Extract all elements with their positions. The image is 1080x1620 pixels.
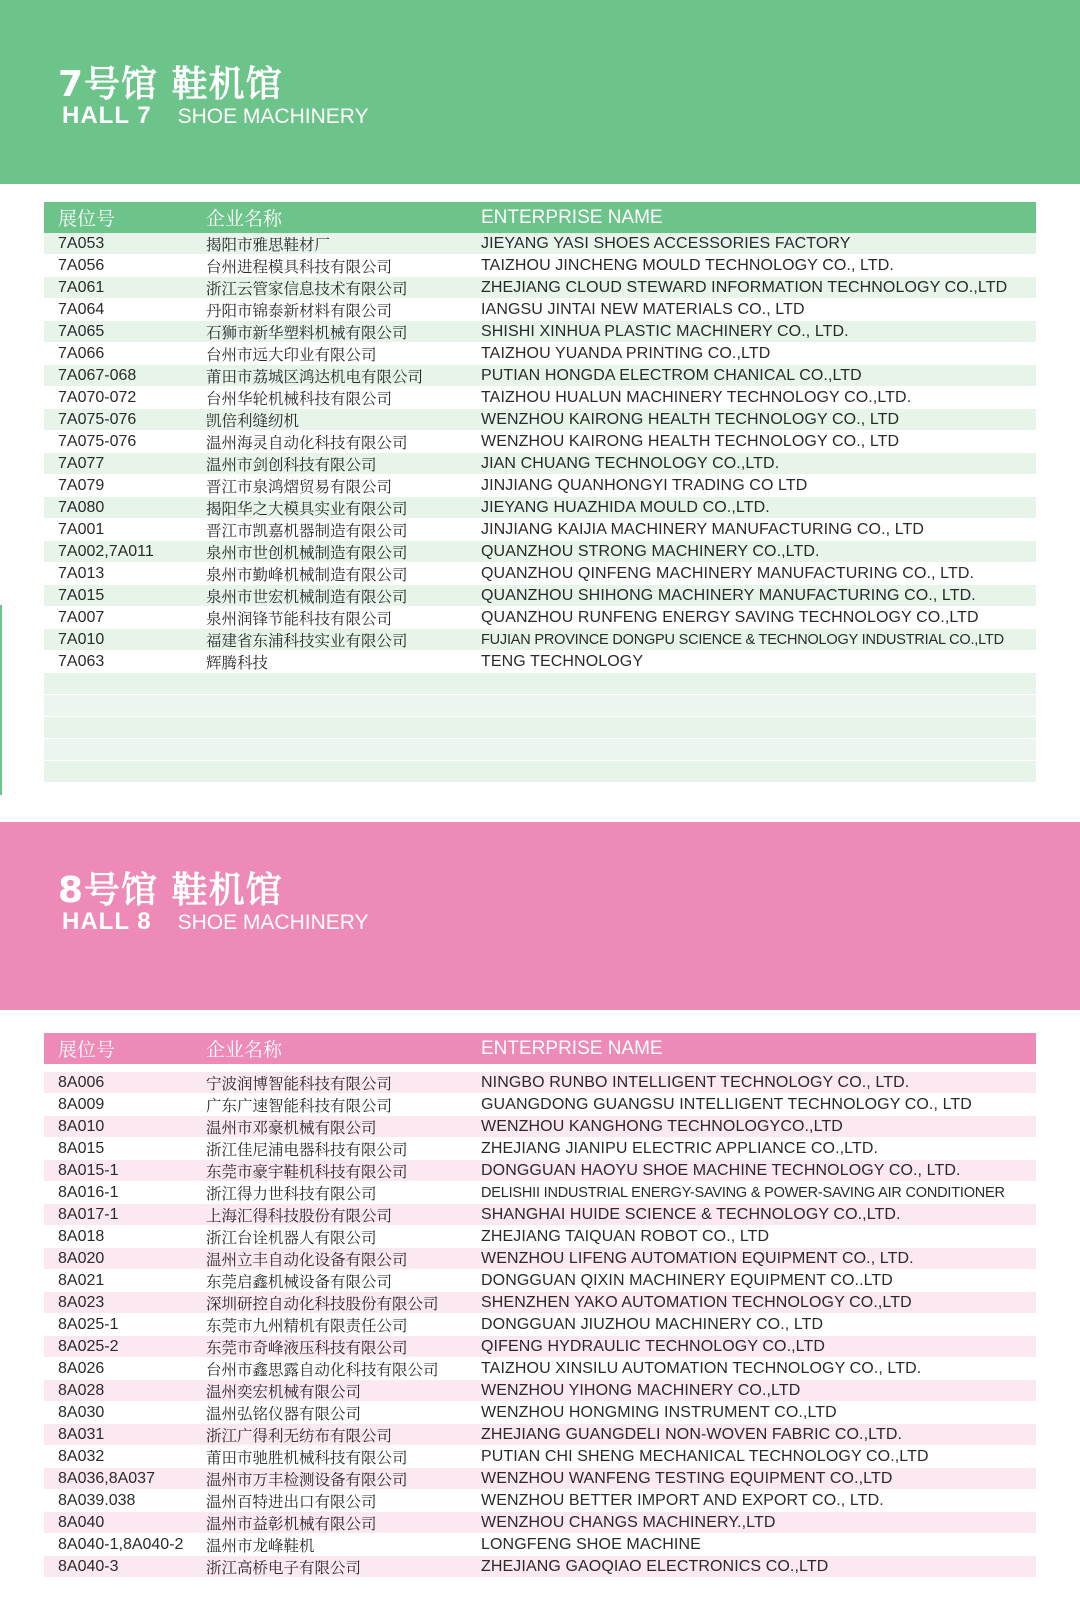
table-row [44, 431, 1036, 453]
empty-table-row [44, 717, 1036, 739]
company-name-cn: 莆田市驰胜机械科技有限公司 [206, 1448, 408, 1467]
header-company-cn: 企业名称 [206, 1039, 283, 1061]
booth-number: 8A032 [58, 1447, 105, 1465]
company-name-cn: 温州市万丰检测设备有限公司 [206, 1470, 408, 1489]
hall8-banner [0, 822, 1080, 1010]
hall7-table [44, 202, 1036, 783]
company-name-en: GUANGDONG GUANGSU INTELLIGENT TECHNOLOGY CO., LTD [481, 1095, 972, 1113]
company-name-cn: 宁波润博智能科技有限公司 [206, 1074, 393, 1093]
company-name-cn: 温州海灵自动化科技有限公司 [206, 433, 408, 452]
table-row [44, 1226, 1036, 1248]
company-name-cn: 台州市鑫思露自动化科技有限公司 [206, 1360, 439, 1379]
company-name-cn: 福建省东浦科技实业有限公司 [206, 631, 408, 650]
booth-number: 8A028 [58, 1381, 105, 1399]
table-row [44, 1490, 1036, 1512]
company-name-en: FUJIAN PROVINCE DONGPU SCIENCE & TECHNOLOGY INDUSTRIAL CO.,LTD [481, 631, 1004, 648]
company-name-en: ZHEJIANG TAIQUAN ROBOT CO., LTD [481, 1227, 770, 1245]
booth-number: 7A010 [58, 630, 105, 648]
booth-number: 7A001 [58, 520, 105, 538]
company-name-en: WENZHOU BETTER IMPORT AND EXPORT CO., LTD. [481, 1491, 884, 1509]
booth-number: 7A070-072 [58, 388, 137, 406]
company-name-cn: 泉州市世宏机械制造有限公司 [206, 587, 408, 606]
booth-number: 8A015 [58, 1139, 105, 1157]
table-row [44, 321, 1036, 343]
company-name-en: ZHEJIANG GUANGDELI NON-WOVEN FABRIC CO.,LTD. [481, 1425, 903, 1443]
hall8-title-en [62, 908, 369, 936]
company-name-en: TAIZHOU HUALUN MACHINERY TECHNOLOGY CO.,LTD. [481, 388, 912, 406]
table-row [44, 387, 1036, 409]
hall8-number: HALL 8 [62, 908, 152, 935]
table-row [44, 1336, 1036, 1358]
company-name-cn: 台州华轮机械科技有限公司 [206, 389, 393, 408]
company-name-en: DONGGUAN QIXIN MACHINERY EQUIPMENT CO..LTD [481, 1271, 893, 1289]
company-name-en: TAIZHOU XINSILU AUTOMATION TECHNOLOGY CO., LTD. [481, 1359, 922, 1377]
company-name-en: JIEYANG YASI SHOES ACCESSORIES FACTORY [481, 234, 851, 252]
table-row [44, 365, 1036, 387]
table-row [44, 563, 1036, 585]
hall8-subtitle: SHOE MACHINERY [177, 911, 369, 934]
company-name-en: QUANZHOU STRONG MACHINERY CO.,LTD. [481, 542, 820, 560]
table-row [44, 607, 1036, 629]
company-name-cn: 晋江市凯嘉机器制造有限公司 [206, 521, 408, 540]
booth-number: 7A075-076 [58, 432, 137, 450]
company-name-en: ZHEJIANG CLOUD STEWARD INFORMATION TECHNOLOGY CO.,LTD [481, 278, 1008, 296]
table-row [44, 1270, 1036, 1292]
company-name-cn: 台州进程模具科技有限公司 [206, 257, 393, 276]
empty-table-row [44, 673, 1036, 695]
company-name-cn: 石狮市新华塑料机械有限公司 [206, 323, 408, 342]
booth-number: 7A079 [58, 476, 105, 494]
hall7-subtitle: SHOE MACHINERY [177, 105, 369, 128]
company-name-en: TAIZHOU YUANDA PRINTING CO.,LTD [481, 344, 771, 362]
company-name-cn: 东莞市九州精机有限责任公司 [206, 1316, 408, 1335]
company-name-en: WENZHOU CHANGS MACHINERY.,LTD [481, 1513, 776, 1531]
company-name-cn: 东莞启鑫机械设备有限公司 [206, 1272, 393, 1291]
table-row [44, 585, 1036, 607]
company-name-en: SHENZHEN YAKO AUTOMATION TECHNOLOGY CO.,LTD [481, 1293, 912, 1311]
booth-number: 8A009 [58, 1095, 105, 1113]
booth-number: 8A023 [58, 1293, 105, 1311]
company-name-cn: 温州百特进出口有限公司 [206, 1492, 377, 1511]
booth-number: 8A017-1 [58, 1205, 119, 1223]
booth-number: 8A018 [58, 1227, 105, 1245]
company-name-en: ZHEJIANG JIANIPU ELECTRIC APPLIANCE CO.,LTD. [481, 1139, 879, 1157]
table-row [44, 277, 1036, 299]
company-name-cn: 温州市剑创科技有限公司 [206, 455, 377, 474]
booth-number: 8A026 [58, 1359, 105, 1377]
booth-number: 8A036,8A037 [58, 1469, 155, 1487]
empty-table-row [44, 761, 1036, 783]
table-row [44, 1072, 1036, 1094]
company-name-cn: 温州市龙峰鞋机 [206, 1536, 315, 1555]
company-name-en: WENZHOU KAIRONG HEALTH TECHNOLOGY CO., LTD [481, 410, 900, 428]
company-name-cn: 浙江台诠机器人有限公司 [206, 1228, 377, 1247]
company-name-en: WENZHOU HONGMING INSTRUMENT CO.,LTD [481, 1403, 837, 1421]
table-row [44, 651, 1036, 673]
company-name-en: ZHEJIANG GAOQIAO ELECTRONICS CO.,LTD [481, 1557, 829, 1575]
company-name-cn: 温州弘铭仪器有限公司 [206, 1404, 362, 1423]
table-row [44, 1402, 1036, 1424]
booth-number: 8A010 [58, 1117, 105, 1135]
company-name-cn: 温州立丰自动化设备有限公司 [206, 1250, 408, 1269]
booth-number: 7A067-068 [58, 366, 137, 384]
company-name-cn: 上海汇得科技股份有限公司 [206, 1206, 393, 1225]
table-row [44, 1248, 1036, 1270]
table-row [44, 1446, 1036, 1468]
hall8-table [44, 1033, 1036, 1578]
company-name-en: SHISHI XINHUA PLASTIC MACHINERY CO., LTD. [481, 322, 849, 340]
company-name-cn: 凯倍利缝纫机 [206, 411, 300, 430]
company-name-cn: 浙江得力世科技有限公司 [206, 1184, 377, 1203]
table-row [44, 1116, 1036, 1138]
company-name-en: DELISHII INDUSTRIAL ENERGY-SAVING & POWER-SAVING AIR CONDITIONER [481, 1184, 1005, 1201]
company-name-en: WENZHOU KAIRONG HEALTH TECHNOLOGY CO., LTD [481, 432, 900, 450]
header-booth: 展位号 [58, 208, 116, 230]
hall8-table-header [44, 1033, 1036, 1064]
booth-number: 8A030 [58, 1403, 105, 1421]
table-row [44, 1204, 1036, 1226]
booth-number: 8A021 [58, 1271, 105, 1289]
table-row [44, 1380, 1036, 1402]
header-booth: 展位号 [58, 1039, 116, 1061]
company-name-en: PUTIAN CHI SHENG MECHANICAL TECHNOLOGY CO.,LTD [481, 1447, 929, 1465]
booth-number: 7A002,7A011 [58, 542, 154, 560]
table-row [44, 299, 1036, 321]
company-name-cn: 浙江云管家信息技术有限公司 [206, 279, 408, 298]
booth-number: 7A080 [58, 498, 105, 516]
company-name-en: QUANZHOU QINFENG MACHINERY MANUFACTURING CO., LTD. [481, 564, 975, 582]
table-row [44, 453, 1036, 475]
header-company-en: ENTERPRISE NAME [481, 206, 663, 228]
company-name-en: WENZHOU KANGHONG TECHNOLOGYCO.,LTD [481, 1117, 843, 1135]
company-name-en: TAIZHOU JINCHENG MOULD TECHNOLOGY CO., LTD. [481, 256, 894, 274]
booth-number: 7A015 [58, 586, 105, 604]
booth-number: 8A016-1 [58, 1183, 119, 1201]
booth-number: 8A015-1 [58, 1161, 119, 1179]
booth-number: 7A066 [58, 344, 105, 362]
hall7-table-header [44, 202, 1036, 233]
booth-number: 8A006 [58, 1073, 105, 1091]
hall7-banner [0, 0, 1080, 184]
booth-number: 8A040-3 [58, 1557, 119, 1575]
company-name-en: WENZHOU WANFENG TESTING EQUIPMENT CO.,LTD [481, 1469, 893, 1487]
company-name-en: JIAN CHUANG TECHNOLOGY CO.,LTD. [481, 454, 780, 472]
table-row [44, 1094, 1036, 1116]
company-name-cn: 浙江佳尼浦电器科技有限公司 [206, 1140, 408, 1159]
table-row [44, 1512, 1036, 1534]
company-name-cn: 泉州市勤峰机械制造有限公司 [206, 565, 408, 584]
hall7-table-body [44, 233, 1036, 783]
company-name-en: QUANZHOU SHIHONG MACHINERY MANUFACTURING CO., LTD. [481, 586, 976, 604]
table-row [44, 1314, 1036, 1336]
company-name-en: DONGGUAN HAOYU SHOE MACHINE TECHNOLOGY CO., LTD. [481, 1161, 961, 1179]
table-row [44, 1292, 1036, 1314]
company-name-en: WENZHOU YIHONG MACHINERY CO.,LTD [481, 1381, 801, 1399]
company-name-cn: 温州奕宏机械有限公司 [206, 1382, 362, 1401]
table-row [44, 255, 1036, 277]
hall7-title-en [62, 102, 369, 130]
booth-number: 7A056 [58, 256, 105, 274]
booth-number: 8A031 [58, 1425, 105, 1443]
company-name-cn: 台州市远大印业有限公司 [206, 345, 377, 364]
booth-number: 7A061 [58, 278, 105, 296]
company-name-cn: 揭阳华之大模具实业有限公司 [206, 499, 408, 518]
company-name-cn: 温州市邓豪机械有限公司 [206, 1118, 377, 1137]
company-name-cn: 东莞市豪宇鞋机科技有限公司 [206, 1162, 408, 1181]
booth-number: 8A025-2 [58, 1337, 119, 1355]
booth-number: 8A039.038 [58, 1491, 136, 1509]
empty-table-row [44, 739, 1036, 761]
company-name-en: LONGFENG SHOE MACHINE [481, 1535, 701, 1553]
table-row [44, 475, 1036, 497]
side-divider [0, 605, 2, 795]
company-name-en: NINGBO RUNBO INTELLIGENT TECHNOLOGY CO., LTD. [481, 1073, 910, 1091]
booth-number: 7A064 [58, 300, 105, 318]
company-name-en: IANGSU JINTAI NEW MATERIALS CO., LTD [481, 300, 805, 318]
company-name-en: QUANZHOU RUNFENG ENERGY SAVING TECHNOLOGY CO.,LTD [481, 608, 979, 626]
table-row [44, 409, 1036, 431]
company-name-en: JINJIANG KAIJIA MACHINERY MANUFACTURING CO., LTD [481, 520, 925, 538]
header-company-en: ENTERPRISE NAME [481, 1037, 663, 1059]
booth-number: 8A040-1,8A040-2 [58, 1535, 184, 1553]
hall8-title-cn: 8号馆 鞋机馆 [58, 870, 283, 911]
hall7-title-cn: 7号馆 鞋机馆 [58, 64, 283, 105]
table-row [44, 1424, 1036, 1446]
table-row [44, 1556, 1036, 1578]
table-row [44, 1160, 1036, 1182]
company-name-en: JINJIANG QUANHONGYI TRADING CO LTD [481, 476, 808, 494]
booth-number: 7A063 [58, 652, 105, 670]
booth-number: 8A040 [58, 1513, 105, 1531]
booth-number: 7A065 [58, 322, 105, 340]
booth-number: 8A020 [58, 1249, 105, 1267]
hall8-table-body [44, 1072, 1036, 1578]
header-company-cn: 企业名称 [206, 208, 283, 230]
company-name-cn: 广东广速智能科技有限公司 [206, 1096, 393, 1115]
booth-number: 8A025-1 [58, 1315, 119, 1333]
booth-number: 7A077 [58, 454, 105, 472]
company-name-en: QIFENG HYDRAULIC TECHNOLOGY CO.,LTD [481, 1337, 825, 1355]
booth-number: 7A075-076 [58, 410, 137, 428]
booth-number: 7A007 [58, 608, 105, 626]
booth-number: 7A053 [58, 234, 105, 252]
company-name-cn: 晋江市泉鸿熠贸易有限公司 [206, 477, 393, 496]
table-row [44, 629, 1036, 651]
company-name-en: DONGGUAN JIUZHOU MACHINERY CO., LTD [481, 1315, 824, 1333]
empty-table-row [44, 695, 1036, 717]
table-row [44, 1182, 1036, 1204]
table-row [44, 1138, 1036, 1160]
company-name-cn: 深圳研控自动化科技股份有限公司 [206, 1294, 439, 1313]
table-row [44, 1468, 1036, 1490]
company-name-cn: 泉州润锋节能科技有限公司 [206, 609, 393, 628]
table-row [44, 233, 1036, 255]
company-name-en: TENG TECHNOLOGY [481, 652, 644, 670]
company-name-cn: 浙江广得利无纺布有限公司 [206, 1426, 393, 1445]
company-name-cn: 丹阳市锦泰新材料有限公司 [206, 301, 393, 320]
company-name-cn: 温州市益彰机械有限公司 [206, 1514, 377, 1533]
company-name-cn: 浙江高桥电子有限公司 [206, 1558, 362, 1577]
company-name-en: PUTIAN HONGDA ELECTROM CHANICAL CO.,LTD [481, 366, 862, 384]
table-row [44, 343, 1036, 365]
booth-number: 7A013 [58, 564, 105, 582]
company-name-cn: 揭阳市雅思鞋材厂 [206, 235, 331, 254]
table-row [44, 519, 1036, 541]
company-name-en: WENZHOU LIFENG AUTOMATION EQUIPMENT CO., LTD. [481, 1249, 914, 1267]
company-name-cn: 莆田市荔城区鸿达机电有限公司 [206, 367, 424, 386]
company-name-cn: 泉州市世创机械制造有限公司 [206, 543, 408, 562]
company-name-cn: 辉腾科技 [206, 653, 269, 672]
table-row [44, 1534, 1036, 1556]
table-row [44, 497, 1036, 519]
table-row [44, 541, 1036, 563]
table-row [44, 1358, 1036, 1380]
hall7-number: HALL 7 [62, 102, 152, 129]
company-name-en: SHANGHAI HUIDE SCIENCE & TECHNOLOGY CO.,LTD. [481, 1205, 901, 1223]
company-name-cn: 东莞市奇峰液压科技有限公司 [206, 1338, 408, 1357]
company-name-en: JIEYANG HUAZHIDA MOULD CO.,LTD. [481, 498, 770, 516]
